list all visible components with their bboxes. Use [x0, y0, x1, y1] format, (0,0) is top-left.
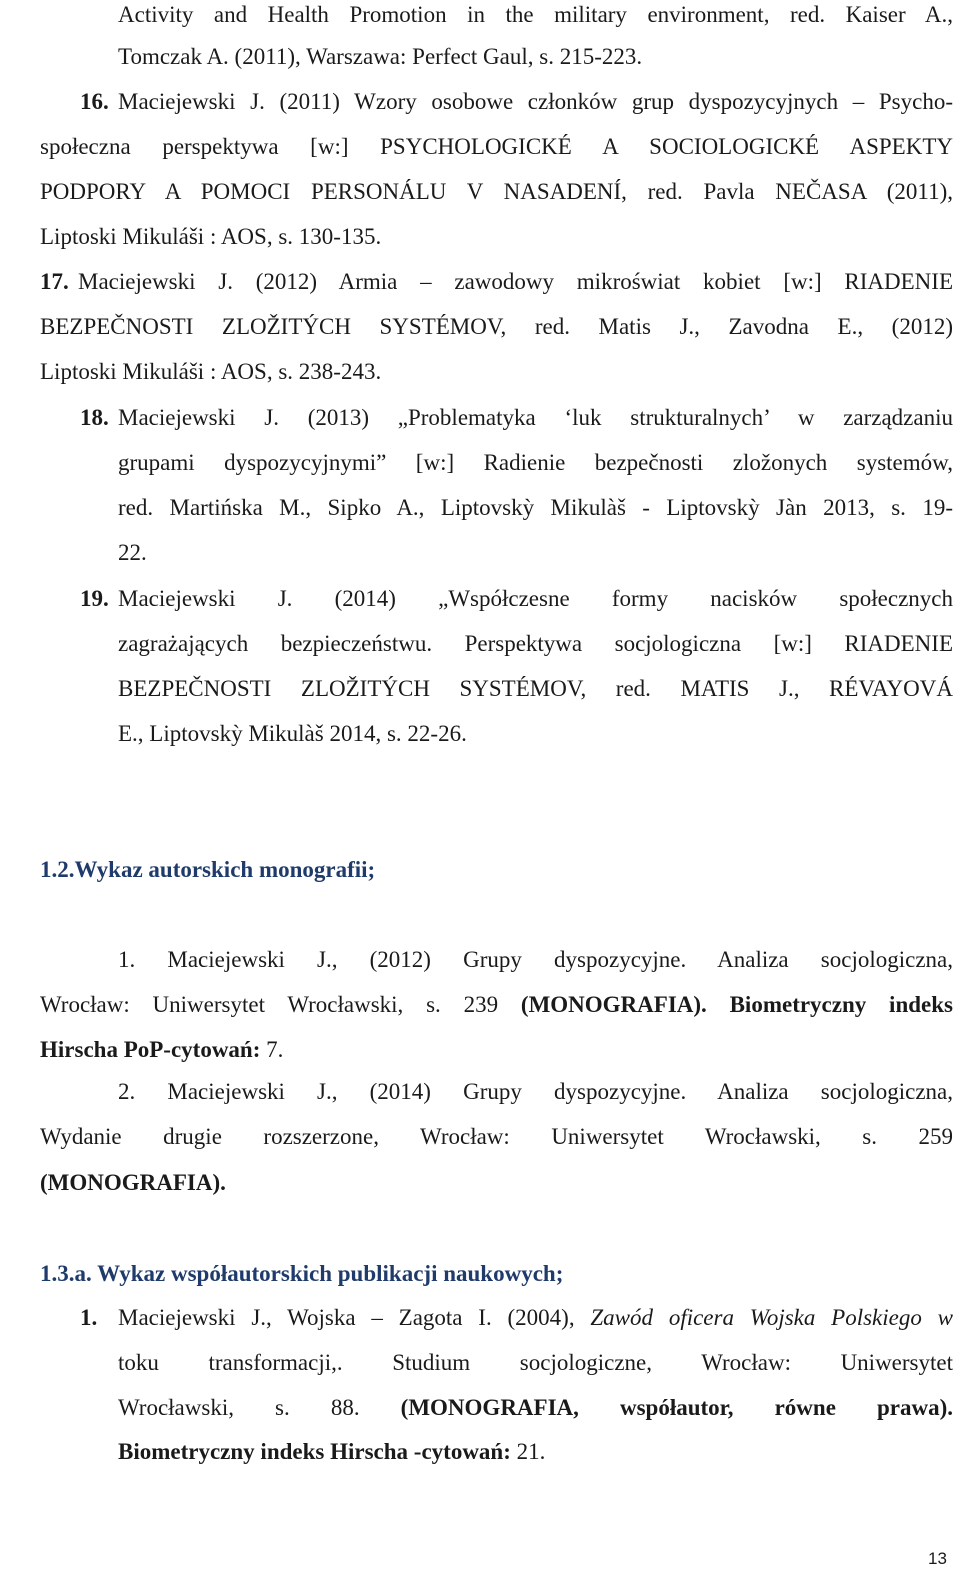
section-heading: 1.2.Wykaz autorskich monografii;	[40, 857, 376, 882]
citation-count: 21.	[516, 1439, 546, 1464]
text-line: 2. Maciejewski J., (2014) Grupy dyspozycyjne. Analiza socjologiczna,	[118, 1079, 953, 1104]
text-line: PODPORY A POMOCI PERSONÁLU V NASADENÍ, red. Pavla NEČASA (2011),	[40, 179, 953, 204]
text-line: red. Martińska M., Sipko A., Liptovskỳ Mikulàš - Liptovskỳ Jàn 2013, s. 19-	[118, 495, 953, 520]
text-line: Liptoski Mikuláši : AOS, s. 238-243.	[40, 359, 382, 384]
text-line: Maciejewski J. (2013) „Problematyka ‘luk strukturalnych’ w zarządzaniu	[118, 405, 953, 430]
list-number: 16.	[80, 89, 109, 114]
bold-span: (MONOGRAFIA). Biometryczny indeks	[520, 992, 953, 1017]
text-span: Maciejewski J., Wojska – Zagota I. (2004),	[118, 1305, 575, 1330]
text-line: BEZPEČNOSTI ZLOŽITÝCH SYSTÉMOV, red. Matis J., Zavodna E., (2012)	[40, 314, 953, 339]
text-line: Maciejewski J. (2014) „Współczesne formy nacisków społecznych	[118, 586, 953, 611]
text-line: 22.	[118, 540, 147, 565]
bold-span: Hirscha PoP-cytowań:	[40, 1037, 261, 1062]
text-line: Maciejewski J. (2012) Armia – zawodowy mikroświat kobiet [w:] RIADENIE	[78, 269, 953, 294]
list-number: 19.	[80, 586, 109, 611]
text-line	[118, 1437, 545, 1467]
italic-title: Zawód oficera Wojska Polskiego w	[590, 1305, 953, 1330]
text-line	[40, 990, 953, 1020]
text-line	[118, 1303, 953, 1333]
text-line: Liptoski Mikuláši : AOS, s. 130-135.	[40, 224, 382, 249]
text-line: Activity and Health Promotion in the military environment, red. Kaiser A.,	[118, 2, 953, 27]
text-line: toku transformacji,. Studium socjologiczne, Wrocław: Uniwersytet	[118, 1350, 953, 1375]
list-number: 1.	[80, 1305, 98, 1330]
text-line: zagrażających bezpieczeństwu. Perspektywa socjologiczna [w:] RIADENIE	[118, 631, 953, 656]
list-number: 17.	[40, 269, 69, 294]
text-line: 1. Maciejewski J., (2012) Grupy dyspozycyjne. Analiza socjologiczna,	[118, 947, 953, 972]
page-number: 13	[928, 1549, 947, 1568]
text-line: Wydanie drugie rozszerzone, Wrocław: Uniwersytet Wrocławski, s. 259	[40, 1124, 953, 1149]
citation-count: 7.	[266, 1037, 284, 1062]
text-line: Maciejewski J. (2011) Wzory osobowe członków grup dyspozycyjnych – Psycho-	[118, 89, 953, 114]
text-span: Wrocławski, s. 88.	[118, 1395, 360, 1420]
section-heading: 1.3.a. Wykaz współautorskich publikacji naukowych;	[40, 1261, 564, 1286]
text-line	[118, 1393, 953, 1423]
text-line: BEZPEČNOSTI ZLOŽITÝCH SYSTÉMOV, red. MATIS J., RÉVAYOVÁ	[118, 676, 953, 701]
text-line: E., Liptovskỳ Mikulàš 2014, s. 22-26.	[118, 721, 467, 746]
bold-span: Biometryczny indeks Hirscha -cytowań:	[118, 1439, 511, 1464]
text-line: grupami dyspozycyjnymi” [w:] Radienie bezpečnosti zložonych systemów,	[118, 450, 953, 475]
text-line	[40, 1035, 283, 1065]
list-number: 18.	[80, 405, 109, 430]
bold-span: (MONOGRAFIA, współautor, równe prawa).	[400, 1395, 954, 1420]
text-line: (MONOGRAFIA).	[40, 1170, 226, 1195]
text-line: Tomczak A. (2011), Warszawa: Perfect Gaul, s. 215-223.	[118, 44, 643, 69]
text-span: Wrocław: Uniwersytet Wrocławski, s. 239	[40, 992, 499, 1017]
text-line: społeczna perspektywa [w:] PSYCHOLOGICKÉ A SOCIOLOGICKÉ ASPEKTY	[40, 134, 953, 159]
